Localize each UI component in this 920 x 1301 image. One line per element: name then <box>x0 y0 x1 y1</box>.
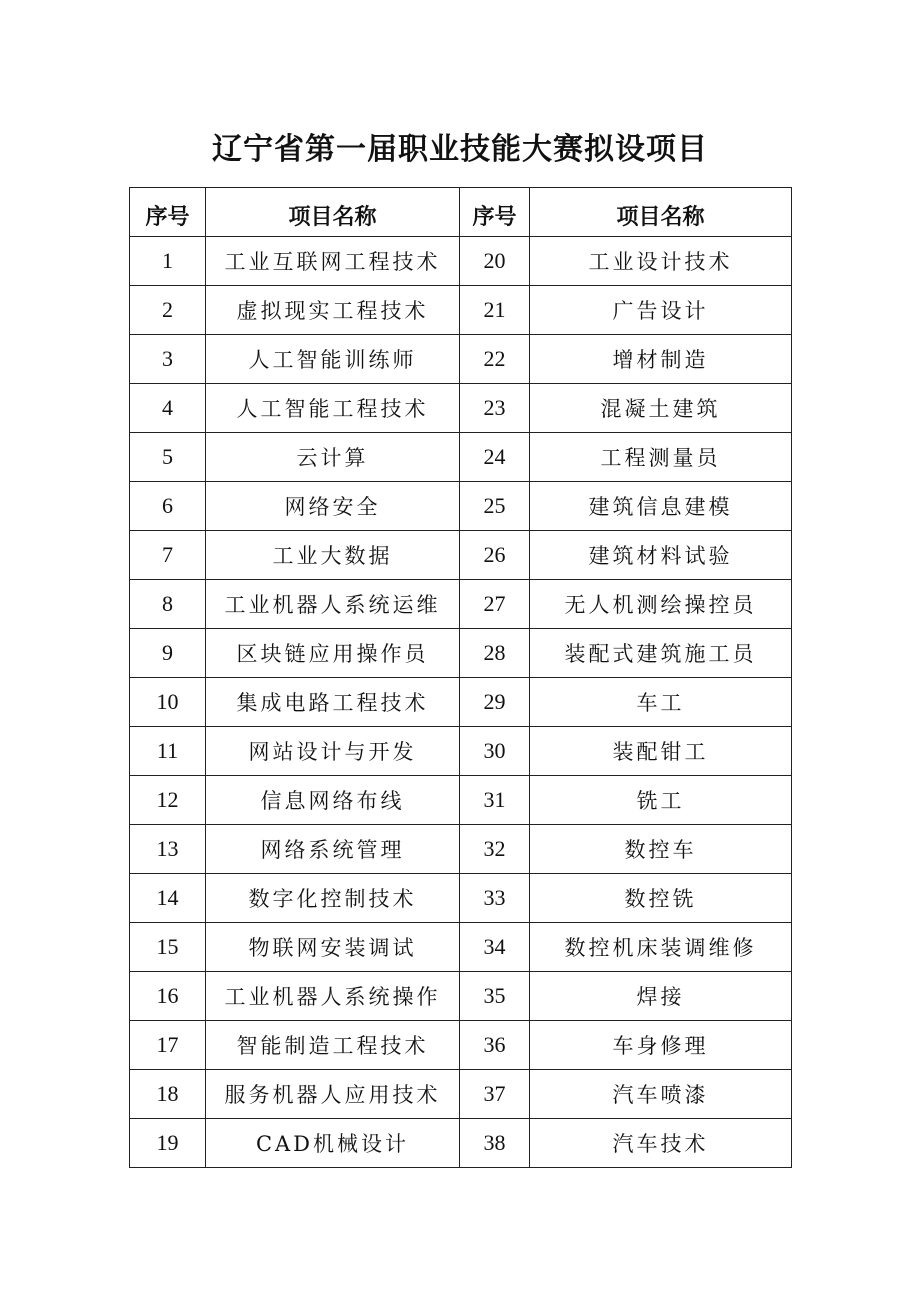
table-row <box>130 531 792 580</box>
project-name-left: 区块链应用操作员 <box>206 629 460 678</box>
project-name-left: 工业机器人系统操作 <box>206 972 460 1021</box>
seq-right: 29 <box>460 678 530 727</box>
seq-right: 35 <box>460 972 530 1021</box>
header-seq-left: 序号 <box>130 188 206 237</box>
seq-right: 36 <box>460 1021 530 1070</box>
project-name-left: 工业大数据 <box>206 531 460 580</box>
seq-left: 10 <box>130 678 206 727</box>
project-name-right: 建筑信息建模 <box>530 482 792 531</box>
seq-left: 2 <box>130 286 206 335</box>
table-row <box>130 286 792 335</box>
project-name-left: 网站设计与开发 <box>206 727 460 776</box>
table-row <box>130 678 792 727</box>
table-row <box>130 335 792 384</box>
seq-left: 9 <box>130 629 206 678</box>
project-name-right: 数控铣 <box>530 874 792 923</box>
seq-right: 27 <box>460 580 530 629</box>
project-name-left: CAD机械设计 <box>206 1119 460 1168</box>
project-name-left: 工业机器人系统运维 <box>206 580 460 629</box>
seq-right: 31 <box>460 776 530 825</box>
project-name-left: 网络安全 <box>206 482 460 531</box>
seq-right: 28 <box>460 629 530 678</box>
table-row <box>130 482 792 531</box>
project-name-left: 人工智能工程技术 <box>206 384 460 433</box>
project-name-left: 信息网络布线 <box>206 776 460 825</box>
seq-left: 15 <box>130 923 206 972</box>
seq-left: 7 <box>130 531 206 580</box>
seq-left: 16 <box>130 972 206 1021</box>
seq-left: 14 <box>130 874 206 923</box>
seq-right: 23 <box>460 384 530 433</box>
seq-right: 38 <box>460 1119 530 1168</box>
seq-left: 13 <box>130 825 206 874</box>
project-name-left: 网络系统管理 <box>206 825 460 874</box>
header-seq-right: 序号 <box>460 188 530 237</box>
table-row <box>130 384 792 433</box>
project-name-right: 装配式建筑施工员 <box>530 629 792 678</box>
seq-left: 17 <box>130 1021 206 1070</box>
table-row <box>130 972 792 1021</box>
table-row <box>130 1070 792 1119</box>
seq-right: 22 <box>460 335 530 384</box>
table-row <box>130 433 792 482</box>
seq-right: 32 <box>460 825 530 874</box>
table-row <box>130 580 792 629</box>
project-name-right: 无人机测绘操控员 <box>530 580 792 629</box>
project-name-right: 数控机床装调维修 <box>530 923 792 972</box>
project-name-right: 铣工 <box>530 776 792 825</box>
document-title: 辽宁省第一届职业技能大赛拟设项目 <box>212 132 708 167</box>
project-name-right: 建筑材料试验 <box>530 531 792 580</box>
table-body <box>130 237 792 1168</box>
table-row <box>130 629 792 678</box>
seq-left: 3 <box>130 335 206 384</box>
header-name-right: 项目名称 <box>530 188 792 237</box>
seq-left: 11 <box>130 727 206 776</box>
seq-right: 26 <box>460 531 530 580</box>
project-name-left: 虚拟现实工程技术 <box>206 286 460 335</box>
seq-left: 8 <box>130 580 206 629</box>
table-row <box>130 727 792 776</box>
project-name-right: 增材制造 <box>530 335 792 384</box>
table-row <box>130 1119 792 1168</box>
seq-right: 33 <box>460 874 530 923</box>
header-name-left: 项目名称 <box>206 188 460 237</box>
table-row <box>130 874 792 923</box>
project-name-left: 工业互联网工程技术 <box>206 237 460 286</box>
project-name-left: 集成电路工程技术 <box>206 678 460 727</box>
project-name-right: 数控车 <box>530 825 792 874</box>
project-name-left: 数字化控制技术 <box>206 874 460 923</box>
project-name-right: 车身修理 <box>530 1021 792 1070</box>
project-name-left: 云计算 <box>206 433 460 482</box>
project-name-right: 工业设计技术 <box>530 237 792 286</box>
project-name-left: 人工智能训练师 <box>206 335 460 384</box>
seq-left: 6 <box>130 482 206 531</box>
seq-left: 4 <box>130 384 206 433</box>
table-row <box>130 825 792 874</box>
seq-left: 18 <box>130 1070 206 1119</box>
project-name-right: 广告设计 <box>530 286 792 335</box>
table-header-row <box>130 188 792 237</box>
project-name-left: 物联网安装调试 <box>206 923 460 972</box>
seq-right: 30 <box>460 727 530 776</box>
project-name-left: 智能制造工程技术 <box>206 1021 460 1070</box>
project-table <box>129 187 792 1168</box>
seq-right: 21 <box>460 286 530 335</box>
project-name-right: 车工 <box>530 678 792 727</box>
table-row <box>130 923 792 972</box>
seq-right: 34 <box>460 923 530 972</box>
table-row <box>130 776 792 825</box>
seq-right: 24 <box>460 433 530 482</box>
seq-left: 19 <box>130 1119 206 1168</box>
seq-right: 25 <box>460 482 530 531</box>
project-name-right: 装配钳工 <box>530 727 792 776</box>
table-row <box>130 237 792 286</box>
project-name-right: 焊接 <box>530 972 792 1021</box>
project-name-right: 汽车技术 <box>530 1119 792 1168</box>
seq-left: 5 <box>130 433 206 482</box>
seq-right: 20 <box>460 237 530 286</box>
seq-left: 1 <box>130 237 206 286</box>
project-name-right: 汽车喷漆 <box>530 1070 792 1119</box>
seq-right: 37 <box>460 1070 530 1119</box>
project-name-right: 混凝土建筑 <box>530 384 792 433</box>
seq-left: 12 <box>130 776 206 825</box>
table-row <box>130 1021 792 1070</box>
project-name-left: 服务机器人应用技术 <box>206 1070 460 1119</box>
project-name-right: 工程测量员 <box>530 433 792 482</box>
